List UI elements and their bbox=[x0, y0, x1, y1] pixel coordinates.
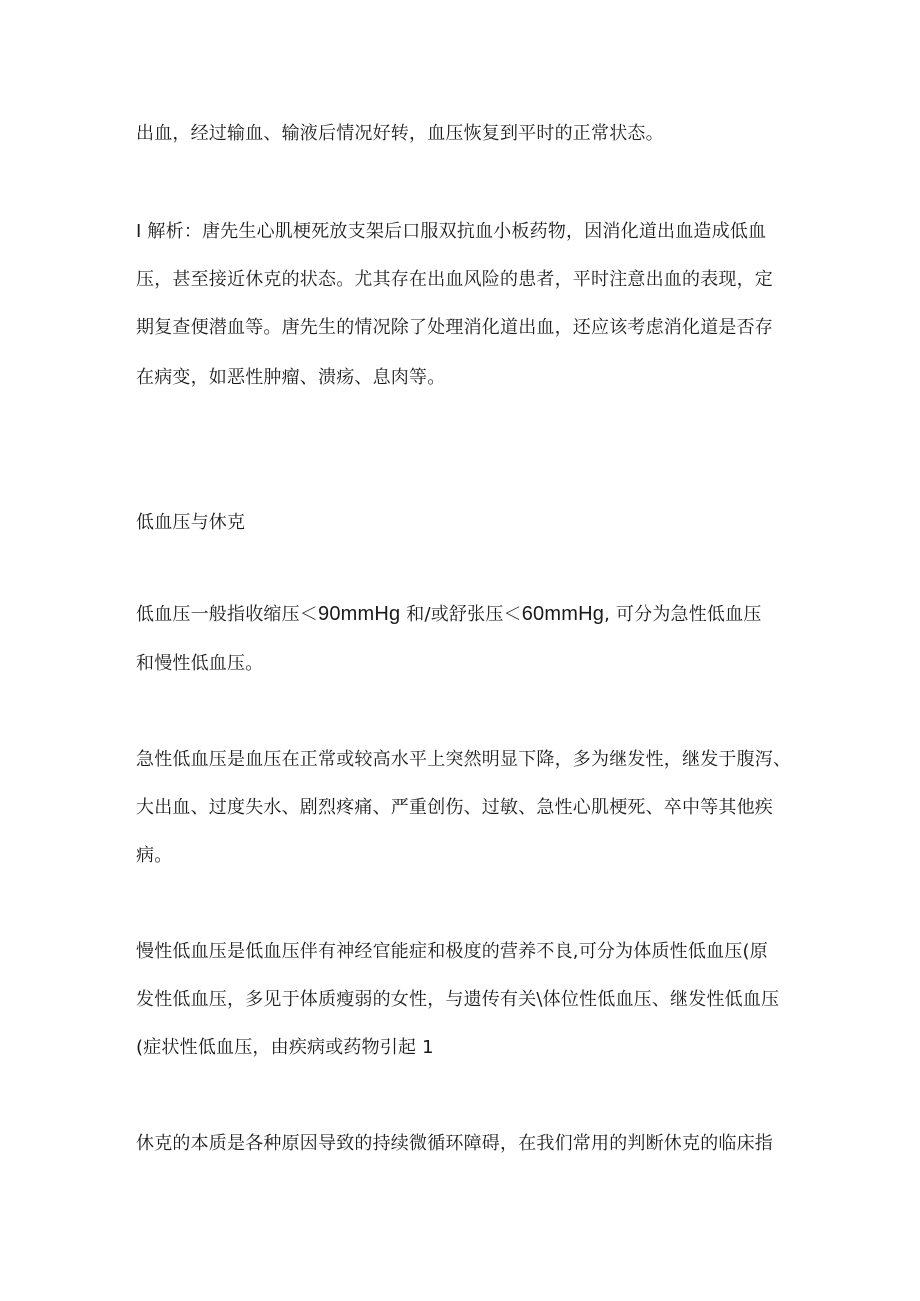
systolic-value: 90mmHg bbox=[318, 603, 401, 625]
analysis-line-4: 在病变，如恶性肿瘤、溃疡、息肉等。 bbox=[136, 367, 446, 388]
section-heading: 低血压与休克 bbox=[136, 512, 246, 533]
definition-text-c: 和/或舒张压＜ bbox=[400, 604, 522, 625]
paragraph-continuation-line: 出血，经过输血、输液后情况好转，血压恢复到平时的正常状态。 bbox=[136, 123, 664, 144]
analysis-line-3: 期复查便潜血等。唐先生的情况除了处理消化道出血，还应该考虑消化道是否存 bbox=[136, 317, 773, 338]
definition-text-e: , 可分为急性低血压 bbox=[604, 604, 762, 625]
analysis-line-2: 压，甚至接近休克的状态。尤其存在出血风险的患者，平时注意出血的表现，定 bbox=[136, 269, 773, 290]
shock-line-1: 休克的本质是各种原因导致的持续微循环障碍，在我们常用的判断休克的临床指 bbox=[136, 1133, 773, 1154]
diastolic-value: 60mmHg bbox=[521, 603, 605, 625]
acute-line-3: 病。 bbox=[136, 845, 173, 866]
chronic-line-2: 发性低血压，多见于体质瘦弱的女性，与遗传有关\体位性低血压、继发性低血压 bbox=[136, 989, 780, 1010]
acute-line-2: 大出血、过度失水、剧烈疼痛、严重创伤、过敏、急性心肌梗死、卒中等其他疾 bbox=[136, 797, 773, 818]
acute-line-1: 急性低血压是血压在正常或较高水平上突然明显下降，多为继发性，继发于腹泻、 bbox=[136, 749, 792, 770]
chronic-line-1: 慢性低血压是低血压伴有神经官能症和极度的营养不良,可分为体质性低血压(原 bbox=[136, 941, 768, 962]
definition-text-a: 低血压一般指收缩压＜ bbox=[136, 604, 318, 625]
definition-line-2: 和慢性低血压。 bbox=[136, 653, 264, 674]
definition-line-1 bbox=[136, 602, 796, 627]
chronic-line-3: (症状性低血压，由疾病或药物引起 1 bbox=[136, 1037, 434, 1058]
analysis-line-1: I 解析：唐先生心肌梗死放支架后口服双抗血小板药物，因消化道出血造成低血 bbox=[136, 221, 767, 242]
